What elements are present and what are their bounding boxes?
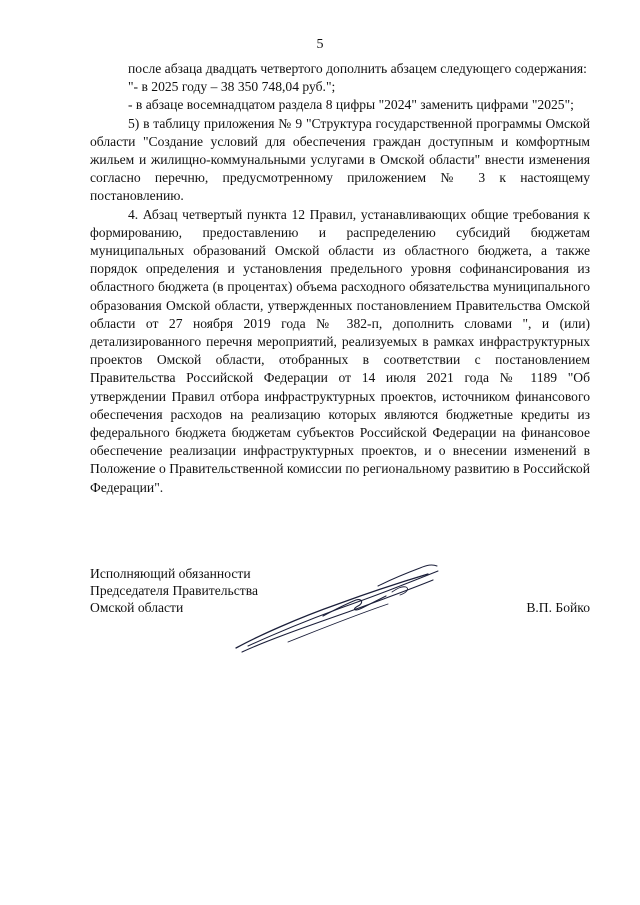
paragraph: после абзаца двадцать четвертого дополнить абзацем следующего содержания: bbox=[128, 61, 587, 76]
paragraph: - в абзаце восемнадцатом раздела 8 цифры "2024" заменить цифрами "2025"; bbox=[128, 97, 574, 113]
paragraph: "- в 2025 году – 38 350 748,04 руб."; bbox=[128, 79, 336, 95]
paragraph: 4. Абзац четвертый пункта 12 Правил, устанавливающих общие требования к формированию, предоставлению и распределению субсидий бюджетам муниципальных образований Омской области из областного бюджета, а также порядок определения и установления предельного уровня софинансирования из областного бюджета (в процентах) объема расходного обязательства муниципального образования Омской области, утвержденных постановлением Правительства Омской области от 27 ноября 2019 года № 382-п, дополнить словами ", и (или) детализированного перечня мероприятий, реализуемых в рамках инфраструктурных проектов Омской области, отобранных в соответствии с постановлением Правительства Российской Федерации от 14 июля 2021 года № 1189 "Об утверждении Правил отбора инфраструктурных проектов, источником финансового обеспечения расходов на реализацию которых являются бюджетные кредиты из федерального бюджета бюджетам субъектов Российской Федерации на финансовое обеспечение реализации инфраструктурных проектов, и о внесении изменений в Положение о Правительственной комиссии по региональному развитию в Российской Федерации". bbox=[90, 206, 590, 495]
position-line: Председателя Правительства bbox=[90, 583, 258, 598]
position-line: Исполняющий обязанности bbox=[90, 566, 251, 581]
paragraph: 5) в таблицу приложения № 9 "Структура государственной программы Омской области "Создание условий для обеспечения граждан доступным и комфортным жильем и жилищно-коммунальными услугами в Омской области" внести изменения согласно перечню, предусмотренному приложением № 3 к настоящему постановлению. bbox=[90, 115, 590, 204]
handwritten-signature bbox=[228, 556, 443, 656]
page-number: 5 bbox=[316, 37, 324, 52]
signatory-name: В.П. Бойко bbox=[526, 600, 590, 615]
position-line: Омской области bbox=[90, 600, 184, 615]
document-body bbox=[90, 60, 590, 497]
